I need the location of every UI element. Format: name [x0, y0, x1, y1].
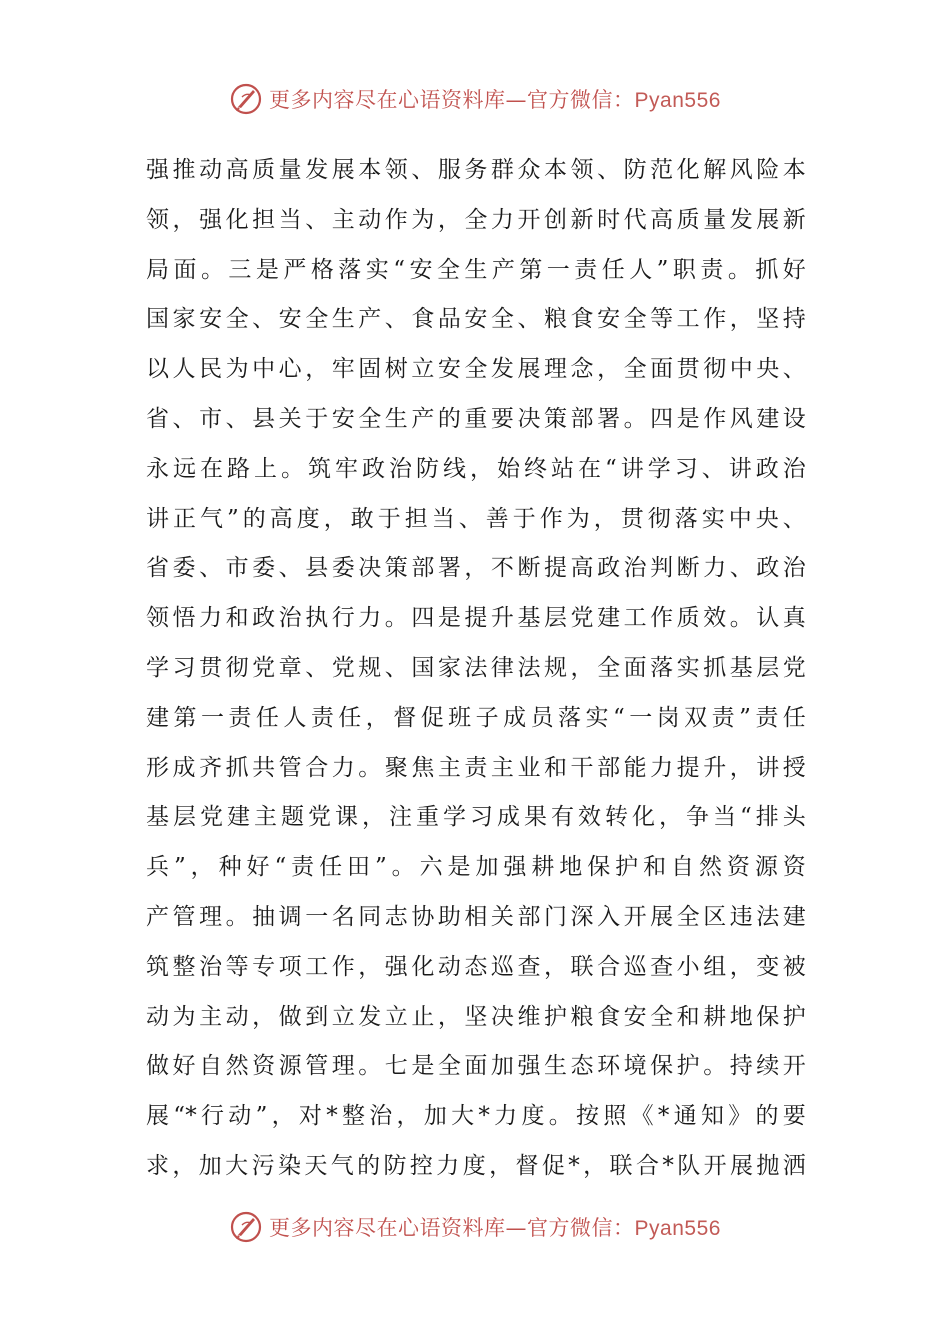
text-line: 动为主动，做到立发立止，坚决维护粮食安全和耕地保护 — [146, 1003, 806, 1030]
text-line: 讲正气”的高度，敢于担当、善于作为，贯彻落实中央、 — [146, 505, 806, 532]
quill-logo-icon — [229, 1210, 263, 1244]
text-line: 基层党建主题党课，注重学习成果有效转化，争当“排头 — [146, 804, 806, 831]
text-line: 做好自然资源管理。七是全面加强生态环境保护。持续开 — [146, 1053, 806, 1080]
watermark-text — [269, 84, 721, 114]
text-line: 永远在路上。筑牢政治防线，始终站在“讲学习、讲政治 — [146, 455, 806, 482]
text-line: 建第一责任人责任，督促班子成员落实“一岗双责”责任 — [146, 704, 806, 731]
text-line: 局面。三是严格落实“安全生产第一责任人”职责。抓好 — [146, 256, 806, 283]
text-line: 强推动高质量发展本领、服务群众本领、防范化解风险本 — [146, 157, 806, 183]
text-line: 省、市、县关于安全生产的重要决策部署。四是作风建设 — [146, 405, 806, 432]
header-watermark-banner — [0, 82, 950, 116]
text-line: 求，加大污染天气的防控力度，督促*，联合*队开展抛洒 — [146, 1152, 806, 1179]
watermark-prefix: 更多内容尽在心语资料库—官方微信： — [269, 1216, 635, 1240]
document-body — [146, 146, 806, 1192]
wechat-id: Pyan556 — [634, 89, 721, 112]
text-line: 省委、市委、县委决策部署，不断提高政治判断力、政治 — [146, 555, 806, 582]
text-line: 国家安全、安全生产、食品安全、粮食安全等工作，坚持 — [146, 306, 806, 333]
text-line: 形成齐抓共管合力。聚焦主责主业和干部能力提升，讲授 — [146, 754, 806, 781]
text-line: 兵”，种好“责任田”。六是加强耕地保护和自然资源资 — [146, 854, 806, 881]
watermark-prefix: 更多内容尽在心语资料库—官方微信： — [269, 88, 635, 112]
watermark-text — [269, 1212, 721, 1242]
quill-logo-icon — [229, 82, 263, 116]
text-line: 领悟力和政治执行力。四是提升基层党建工作质效。认真 — [146, 605, 806, 632]
text-line: 产管理。抽调一名同志协助相关部门深入开展全区违法建 — [146, 903, 806, 930]
text-line: 筑整治等专项工作，强化动态巡查，联合巡查小组，变被 — [146, 953, 806, 980]
wechat-id: Pyan556 — [634, 1217, 721, 1240]
text-line: 以人民为中心，牢固树立安全发展理念，全面贯彻中央、 — [146, 356, 806, 383]
text-line: 展“*行动”，对*整治，加大*力度。按照《*通知》的要 — [146, 1103, 806, 1130]
footer-watermark-banner — [0, 1210, 950, 1244]
text-line: 领，强化担当、主动作为，全力开创新时代高质量发展新 — [146, 206, 806, 233]
text-line: 学习贯彻党章、党规、国家法律法规，全面落实抓基层党 — [146, 654, 806, 681]
